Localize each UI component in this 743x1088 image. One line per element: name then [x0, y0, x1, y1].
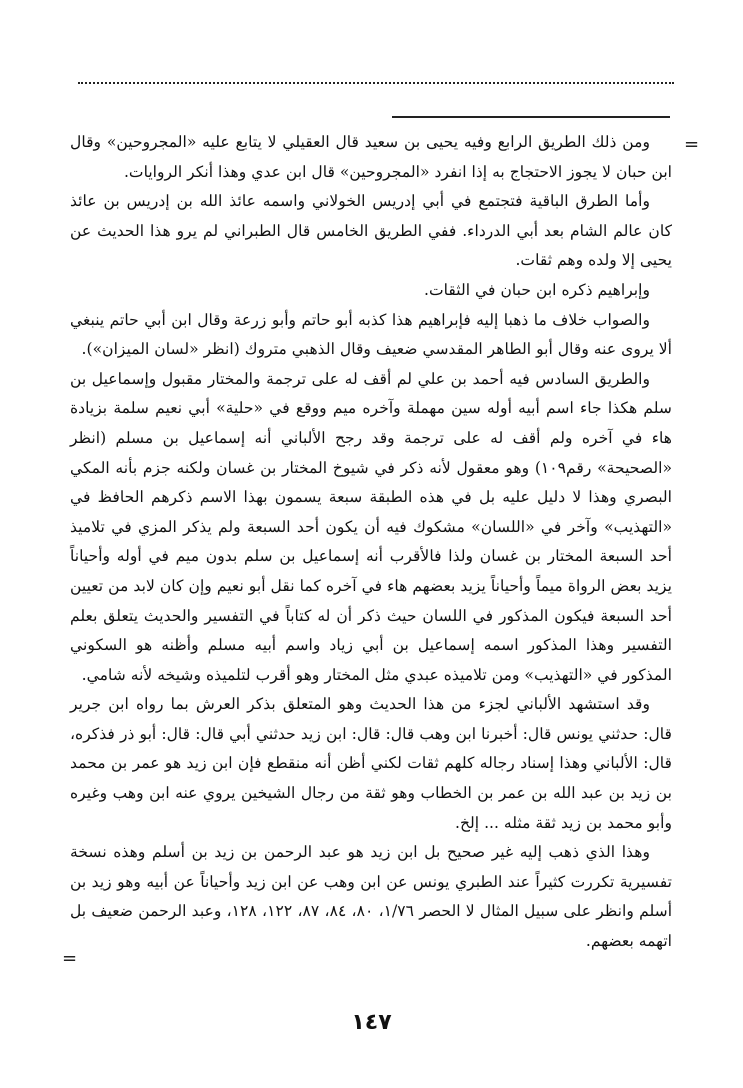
continuation-mark-top: = [684, 134, 700, 155]
footnote-text-block [70, 128, 672, 957]
paragraph-7: وهذا الذي ذهب إليه غير صحيح بل ابن زيد هو عبد الرحمن بن زيد بن أسلم وهذه نسخة تفسيرية تكررت كثيراً عند الطبري يونس عن ابن وهب عن ابن زيد وأحياناً عن أبيه وهو زيد بن أسلم وانظر على سبيل المثال لا الحصر ١/٧٦، ٨٠، ٨٤، ٨٧، ١٢٢، ١٢٨، وعبد الرحمن ضعيف بل اتهمه بعضهم. [70, 843, 673, 951]
paragraph-5: والطريق السادس فيه أحمد بن علي لم أقف له على ترجمة والمختار مقبول وإسماعيل بن سلم هكذا جاء اسم أبيه أوله سين مهملة وآخره ميم ووقع في «حلية» أبي نعيم سلمة بزيادة هاء في آخره ولم أقف له على ترجمة وقد رجح الألباني أنه إسماعيل بن مسلم (انظر «الصحيحة» رقم١٠٩) وهو معقول لأنه ذكر في شيوخ المختار بن غسان ولكنه جزم بأنه المكي البصري وهذا لا دليل عليه بل في هذه الطبقة سبعة يسمون بهذا الاسم ذكرهم الحافظ في «التهذيب» وآخر في «اللسان» مشكوك فيه أن يكون أحد السبعة ولم يذكر المزي في تلاميذ أحد السبعة المختار بن غسان ولذا فالأقرب أنه إسماعيل بن سلم بدون ميم في أوله وأحياناً يزيد بعض الرواة ميماً وأحياناً يزيد بعضهم هاء في آخره كما نقل أبو نعيم وإن كان لابد من تعيين أحد السبعة فيكون المذكور في اللسان حيث ذكر أن له كتاباً في التفسير والحديث يتعلق بعلم التفسير وهذا المذكور اسمه إسماعيل بن أبي زياد واسم أبيه مسلم وأظنه هو السكوني المذكور في «التهذيب» ومن تلاميذه عبدي مثل المختار وهو أقرب لتلميذه وشيخه لأنه شامي. [70, 369, 672, 684]
page-number: ١٤٧ [351, 1010, 392, 1035]
footnote-separator-rule [392, 116, 670, 118]
continuation-mark-bottom: = [62, 948, 78, 969]
paragraph-4: والصواب خلاف ما ذهبا إليه فإبراهيم هذا كذبه أبو حاتم وأبو زرعة وقال ابن أبي حاتم ينبغي ألا يروى عنه وقال أبو الطاهر المقدسي ضعيف وقال الذهبي متروك (انظر «لسان الميزان»). [70, 310, 672, 359]
header-dotted-rule [78, 82, 674, 84]
paragraph-1: ومن ذلك الطريق الرابع وفيه يحيى بن سعيد قال العقيلي لا يتابع عليه «المجروحين» وقال ابن حبان لا يجوز الاحتجاج به إذا انفرد «المجروحين» قال ابن عدي وهذا أنكر الروايات. [70, 133, 672, 181]
paragraph-3: وإبراهيم ذكره ابن حبان في الثقات. [424, 280, 650, 299]
paragraph-2: وأما الطرق الباقية فتجتمع في أبي إدريس الخولاني واسمه عائذ الله بن إدريس بن عائذ كان عالم الشام بعد أبي الدرداء. ففي الطريق الخامس قال الطبراني لم يرو هذا الحديث عن يحيى إلا ولده وهم ثقات. [70, 192, 672, 270]
paragraph-6: وقد استشهد الألباني لجزء من هذا الحديث وهو المتعلق بذكر العرش بما رواه ابن جرير قال: حدثني يونس قال: أخبرنا ابن وهب قال: قال: ابن زيد حدثني أبي قال: قال: أبو ذر فذكره، قال: الألباني وهذا إسناد رجاله كلهم ثقات لكني أظن أنه منقطع فإن ابن زيد هو عمر بن محمد بن زيد بن عبد الله بن عمر بن الخطاب وهو ثقة من رجال الشيخين يروي عنه ابن وهب وغيره وأبو محمد بن زيد ثقة مثله ... إلخ. [70, 695, 672, 832]
